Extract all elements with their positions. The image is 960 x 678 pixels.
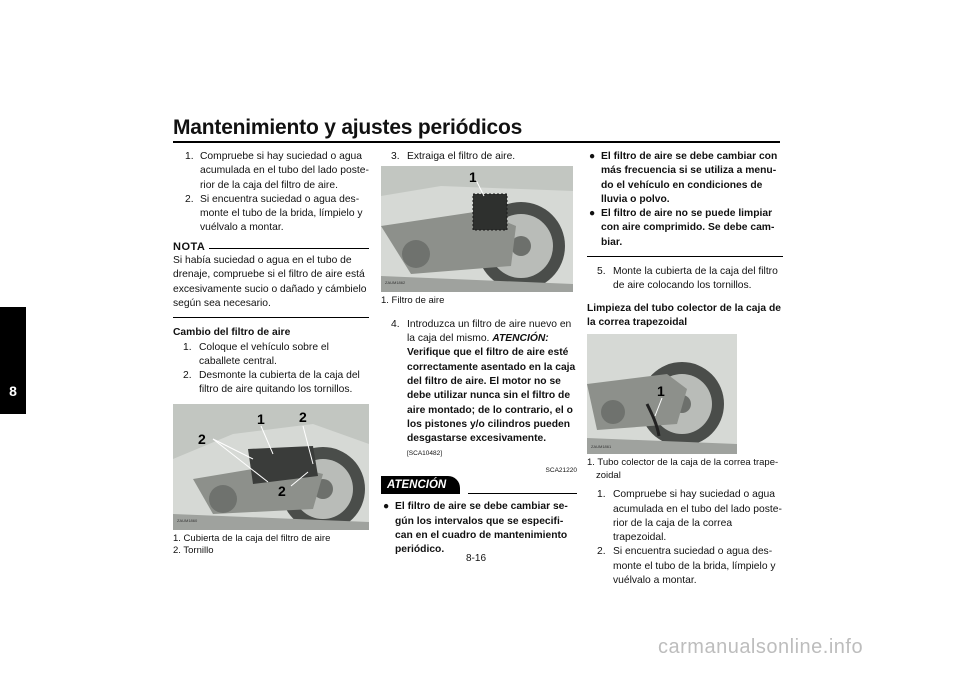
figure-code: ZAUM1862 <box>385 280 406 286</box>
figure-air-filter <box>381 166 573 292</box>
list-item: ● El filtro de aire se debe cambiar según los intervalos que se especifican en el cuadro de mantenimiento periódico. <box>383 501 568 556</box>
figure-belt-case-tube <box>587 334 737 454</box>
callout-1: 1 <box>257 410 265 427</box>
page-title: Mantenimiento y ajustes periódicos <box>173 116 523 139</box>
warning-list <box>587 150 783 250</box>
list-item: 5. Monte la cubierta de la caja del filtro de aire colocando los tornillos. <box>597 266 778 292</box>
nota-text: Si había suciedad o agua en el tubo de drenaje, compruebe si el filtro de aire está excesivamente sucio o dañado y cámbielo según sea necesario. <box>173 255 367 309</box>
callout-2: 2 <box>198 430 206 447</box>
atencion-header <box>381 476 577 494</box>
chapter-number: 8 <box>9 383 17 399</box>
figure-caption: 1. Tubo colector de la caja de la correa trape- zoidal <box>587 457 779 481</box>
callout-1: 1 <box>469 169 477 186</box>
scooter-illustration <box>173 404 369 530</box>
section-heading: Cambio del filtro de aire <box>173 327 291 339</box>
figure-code: ZAUM1860 <box>177 517 198 523</box>
callout-1: 1 <box>657 383 665 400</box>
figure-caption: 1. Cubierta de la caja del filtro de aire 2. Tornillo <box>173 532 331 557</box>
list-item: 4. Introduzca un filtro de aire nuevo en la caja del mismo. ATENCIÓN: Verifique que el filtro de aire esté correctamente asentado en la caja del filtro de aire. El motor no se debe utilizar nunca sin el filtro de aire montado; de lo contrario, el o los pistones y/o cilindros pueden desgastarse excesivamente.[SCA10482] <box>391 318 576 458</box>
figure-caption: 1. Filtro de aire <box>381 295 445 307</box>
reference-code: SCA21220 <box>545 466 577 474</box>
scooter-illustration <box>587 334 737 454</box>
watermark: carmanualsonline.info <box>658 636 864 658</box>
warning-list <box>381 500 577 557</box>
warning-end-rule <box>587 256 783 257</box>
scooter-illustration <box>381 166 573 292</box>
list-item: 2. Si encuentra suciedad o agua desmonte el tubo de la brida, límpielo y vuélvalo a montar. <box>597 546 776 587</box>
list-item: 1. Compruebe si hay suciedad o agua acumulada en el tubo del lado posterior de la caja de la correa trapezoidal. <box>597 489 782 544</box>
column-1 <box>173 150 369 558</box>
page-number: 8-16 <box>466 553 487 564</box>
figure-air-filter-cover <box>173 404 369 530</box>
header-rule <box>173 141 780 143</box>
list-item: 2. Si encuentra suciedad o agua desmonte el tubo de la brida, límpielo y vuélvalo a montar. <box>185 193 363 234</box>
list-item: 3. Extraiga el filtro de aire. <box>391 151 516 162</box>
list-item: ● El filtro de aire no se puede limpiar con aire comprimido. Se debe cambiar. <box>589 208 775 248</box>
atencion-label: ATENCIÓN <box>381 476 460 494</box>
figure-code: ZAUM1861 <box>591 444 612 450</box>
chapter-tab <box>0 307 26 414</box>
section-heading: Limpieza del tubo colector de la caja de la correa trapezoidal <box>587 302 781 328</box>
callout-2: 2 <box>299 408 307 425</box>
nota-label: NOTA <box>173 240 206 253</box>
list-item: 2. Desmonte la cubierta de la caja del filtro de aire quitando los tornillos. <box>183 370 360 396</box>
column-2 <box>381 150 577 558</box>
list-item: ● El filtro de aire se debe cambiar con más frecuencia si se utiliza a menudo el vehículo en condiciones de lluvia o polvo. <box>589 151 778 205</box>
nota-header <box>173 240 369 254</box>
nota-end-rule <box>173 317 369 318</box>
list-item: 1. Compruebe si hay suciedad o agua acumulada en el tubo del lado posterior de la caja del filtro de aire. <box>185 151 369 191</box>
callout-2: 2 <box>278 482 286 499</box>
list-item: 1. Coloque el vehículo sobre el caballete central. <box>183 341 329 367</box>
column-3 <box>587 150 783 588</box>
